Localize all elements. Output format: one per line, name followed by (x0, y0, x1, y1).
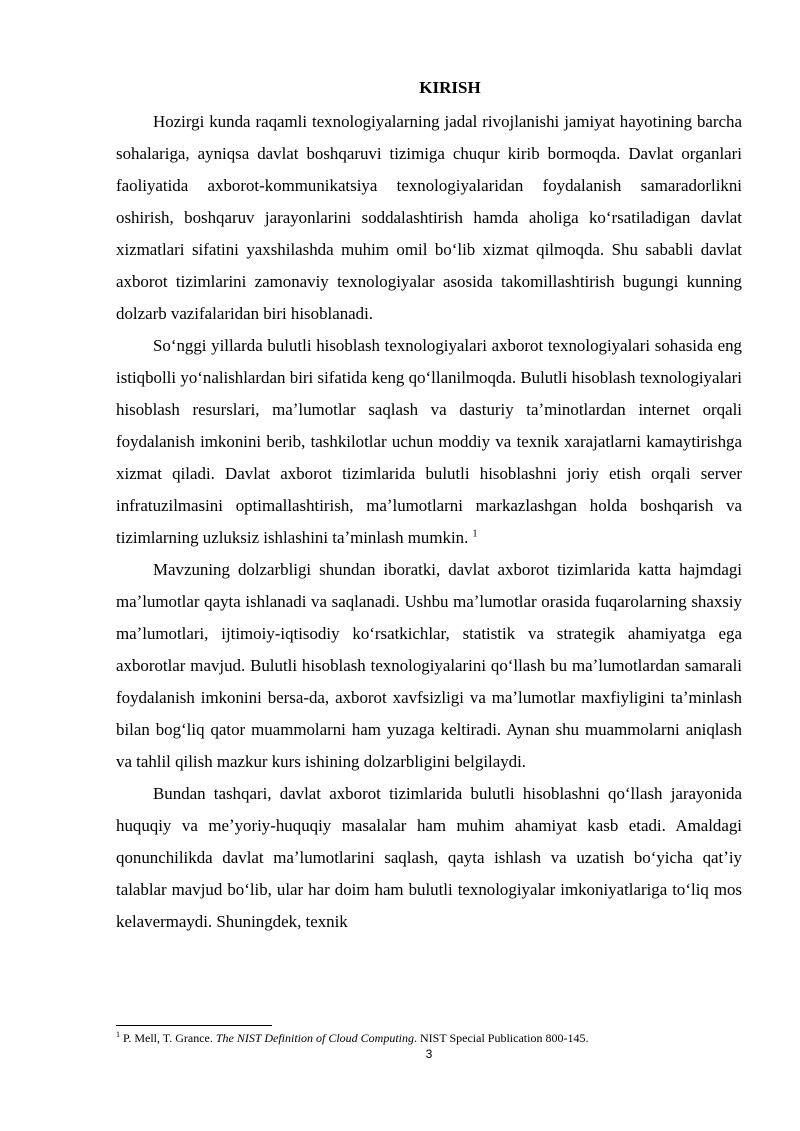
footnote-rest: . NIST Special Publication 800-145. (414, 1031, 589, 1045)
paragraph-2 (116, 330, 742, 554)
paragraph-2-text: Soʻnggi yillarda bulutli hisoblash texnologiyalari axborot texnologiyalari sohasida eng istiqbolli yoʻnalishlardan biri sifatida keng qoʻllanilmoqda. Bulutli hisoblash texnologiyalari hisoblash resurslari, maʼlumotlar saqlash va dasturiy taʼminotlardan internet orqali foydalanish imkonini berib, tashkilotlar uchun moddiy va texnik xarajatlarni kamaytirishga xizmat qiladi. Davlat axborot tizimlarida bulutli hisoblashni joriy etish orqali server infratuzilmasini optimallashtirish, maʼlumotlarni markazlashgan holda boshqarish va tizimlarning uzluksiz ishlashini taʼminlash mumkin. (116, 336, 742, 547)
paragraph-3: Mavzuning dolzarbligi shundan iboratki, davlat axborot tizimlarida katta hajmdagi maʼlumotlar qayta ishlanadi va saqlanadi. Ushbu maʼlumotlar orasida fuqarolarning shaxsiy maʼlumotlari, ijtimoiy-iqtisodiy koʻrsatkichlar, statistik va strategik ahamiyatga ega axborotlar mavjud. Bulutli hisoblash texnologiyalarini qoʻllash bu maʼlumotlardan samarali foydalanish imkonini bersa-da, axborot xavfsizligi va maʼlumotlar maxfiyligini taʼminlash bilan bogʻliq qator muammolarni ham yuzaga keltiradi. Aynan shu muammolarni aniqlash va tahlil qilish mazkur kurs ishining dolzarbligini belgilaydi. (116, 560, 742, 771)
paragraph-4: Bundan tashqari, davlat axborot tizimlarida bulutli hisoblashni qoʻllash jarayonida huquqiy va meʼyoriy-huquqiy masalalar ham muhim ahamiyat kasb etadi. Amaldagi qonunchilikda davlat maʼlumotlarini saqlash, qayta ishlash va uzatish boʻyicha qatʼiy talablar mavjud boʻlib, ular har doim ham bulutli texnologiyalar imkoniyatlariga toʻliq mos kelavermaydi. Shuningdek, texnik (116, 784, 742, 931)
footnote-separator (116, 1025, 272, 1026)
body-text (116, 106, 742, 938)
paragraph-1: Hozirgi kunda raqamli texnologiyalarning jadal rivojlanishi jamiyat hayotining barcha sohalariga, ayniqsa davlat boshqaruvi tizimiga chuqur kirib bormoqda. Davlat organlari faoliyatida axborot-kommunikatsiya texnologiyalaridan foydalanish samaradorlikni oshirish, boshqaruv jarayonlarini soddalashtirish hamda aholiga koʻrsatiladigan davlat xizmatlari sifatini yaxshilashda muhim omil boʻlib xizmat qilmoqda. Shu sababli davlat axborot tizimlarini zamonaviy texnologiyalar asosida takomillashtirish bugungi kunning dolzarb vazifalaridan biri hisoblanadi. (116, 112, 742, 323)
footnote-mark: 1 (116, 1030, 120, 1039)
page-number: 3 (425, 1047, 433, 1061)
footnote-title: The NIST Definition of Cloud Computing (215, 1031, 415, 1045)
section-heading: KIRISH (419, 78, 481, 97)
footnote (116, 1030, 742, 1046)
footnote-authors: P. Mell, T. Grance. (120, 1031, 216, 1045)
footnote-reference[interactable]: 1 (472, 528, 478, 540)
